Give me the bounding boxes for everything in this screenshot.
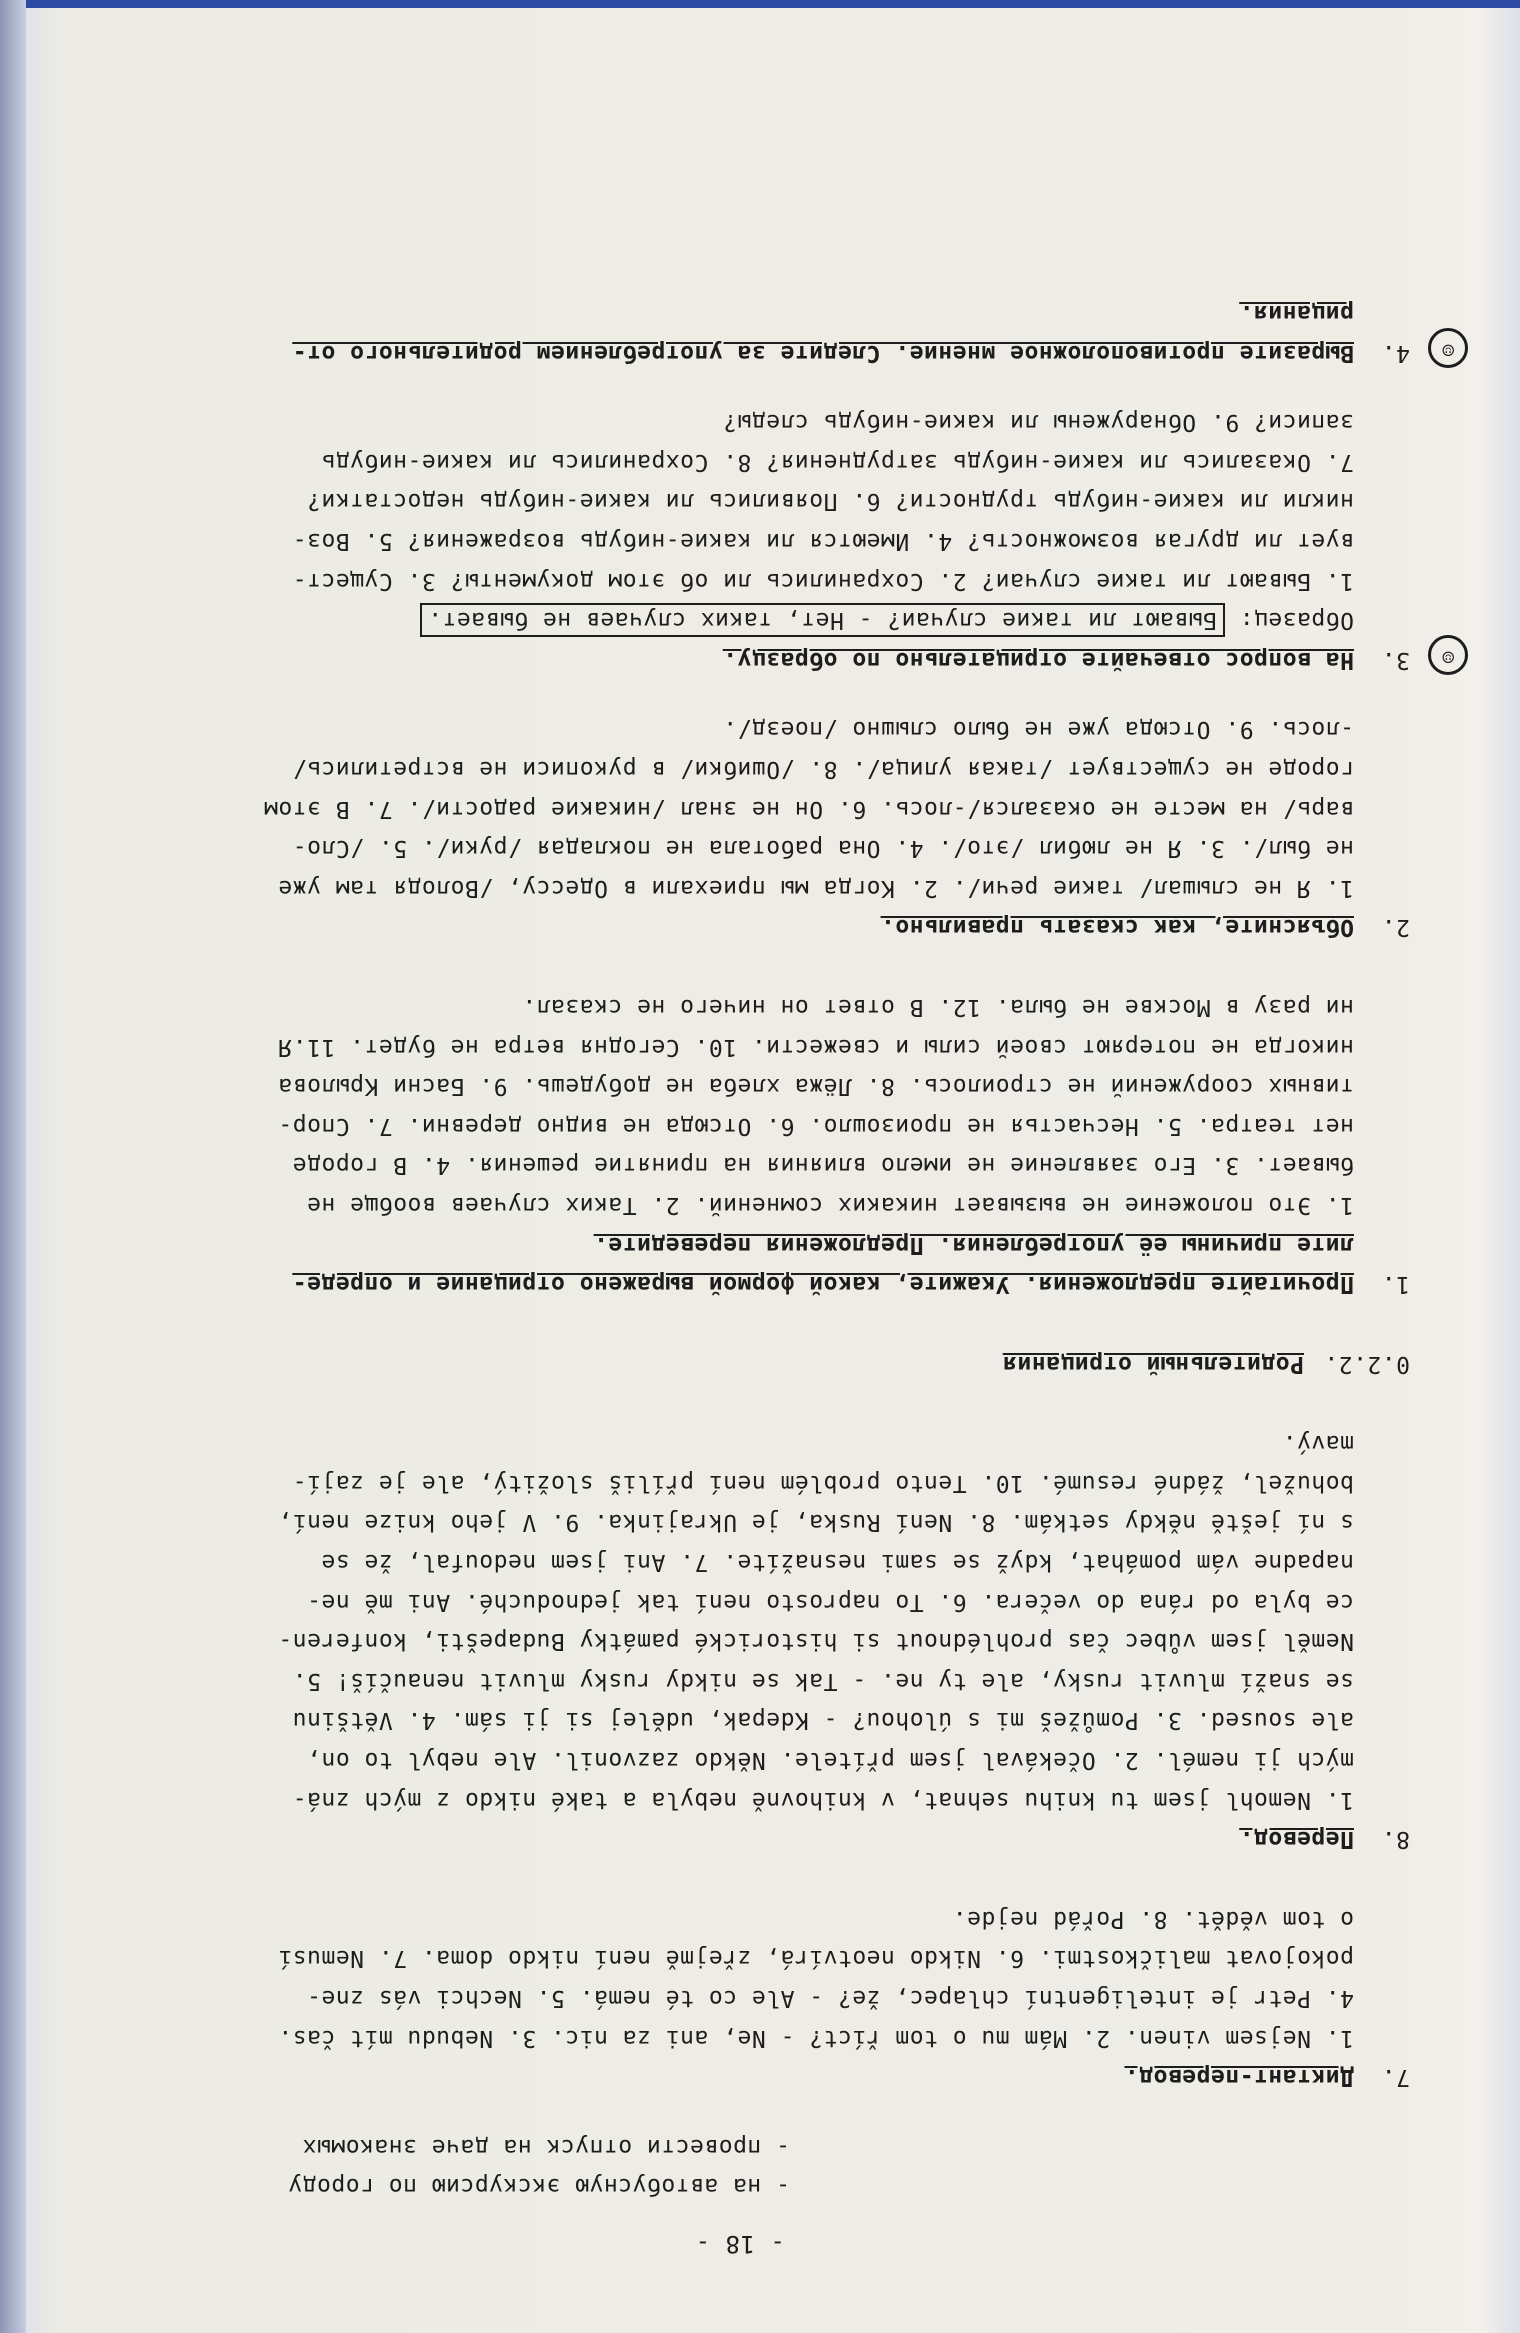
task-line-2: - провести отпуск на даче знакомых <box>302 2133 790 2160</box>
text-line: ни разу в Москве не была. 12. В ответ он ничего не сказал. <box>521 993 1354 1020</box>
text-line: o tom vědět. 8. Pořád nejde. <box>952 1905 1354 1932</box>
exercise-heading-line: рицания. <box>1239 300 1354 327</box>
text-line: 1. Это положение не вызывает никаких сомнений. 2. Таких случаев вообще не <box>306 1191 1354 1218</box>
text-line: нет театра. 5. Несчастья не произошло. 6. Отсюда не видно деревни. 7. Спор- <box>277 1112 1354 1139</box>
sample-label: Образец: <box>1239 607 1354 634</box>
text-line: pokojovat maličkostmi. 6. Nikdo neotvírá, zřejmě není nikdo doma. 7. Nemusí <box>277 1945 1354 1972</box>
exercise-heading-line: лите причины её употребления. Предложения переведите. <box>593 1231 1354 1258</box>
text-line: 7. Оказались ли какие-нибудь затруднения? 8. Сохранились ли какие-нибудь <box>321 448 1354 475</box>
smiley-icon: ☺ <box>1428 328 1468 368</box>
exercise-heading-line: Выразите противоположное мнение. Следите за употреблением родительного от- <box>292 339 1354 366</box>
smiley-icon: ☺ <box>1428 635 1468 675</box>
text-line: 1. Nemohl jsem tu knihu sehnat, v knihovně nebyla a také nikdo z mých zná- <box>292 1786 1354 1813</box>
page-number: - 18 - <box>695 2230 785 2258</box>
text-line: никогда не потеряют своей силы и свежести. 10. Сегодня ветра не будет. 11.Я <box>277 1033 1354 1060</box>
text-line: s ní ještě někdy setkám. 8. Není Ruska, je Ukrajinka. 9. V jeho knize není, <box>277 1509 1354 1536</box>
text-line: mavý. <box>1282 1430 1354 1457</box>
exercise-number: 7. <box>1381 2064 1410 2091</box>
text-line: napadne vám pomáhat, když se sami nesnažíte. 7. Ani jsem nedoufal, že se <box>321 1549 1354 1576</box>
exercise-heading-line: Прочитайте предложения. Укажите, какой формой выражено отрицание и опреде- <box>292 1271 1354 1298</box>
exercise-4 <box>70 292 1455 371</box>
sample-row <box>70 600 1354 640</box>
text-line: 1. Бывают ли такие случаи? 2. Сохранились ли об этом документы? 3. Сущест- <box>292 567 1354 594</box>
text-line: -лось. 9. Отсюда уже не было слышно /поезд/. <box>722 716 1354 743</box>
text-line: вует ли другая возможность? 4. Имеются ли какие-нибудь возражения? 5. Воз- <box>292 528 1354 555</box>
exercise-2 <box>70 709 1410 947</box>
text-line: записи? 9. Обнаружены ли какие-нибудь следы? <box>722 409 1354 436</box>
exercise-heading: Объясните, как сказать правильно. <box>880 914 1354 941</box>
text-line: бывает. 3. Его заявление не имело влияния на принятие решения. 4. В городе <box>292 1152 1354 1179</box>
document-page-rotated <box>40 0 1480 2333</box>
text-line: не был/. 3. Я не любил /это/. 4. Она работала не покладая /руки/. 5. /Сло- <box>292 835 1354 862</box>
exercise-number: 1. <box>1381 1271 1410 1298</box>
text-line: варь/ на месте не оказался/-лось. 6. Он не знал /никакие радости/. 7. В этом <box>263 795 1354 822</box>
binding-shadow <box>0 0 26 2333</box>
exercise-1 <box>70 986 1410 1303</box>
task-line-1: - на автобусную экскурсию по городу <box>287 2173 790 2200</box>
text-line: 4. Petr je inteligentní chlapec, že? - Ale co té nemá. 5. Nechci vás zne- <box>306 1985 1354 2012</box>
exercise-number: 2. <box>1381 914 1410 941</box>
text-line: ce byla od rána do večera. 6. To naprosto není tak jednoduché. Ani mě ne- <box>306 1588 1354 1615</box>
exercise-heading: Перевод. <box>1239 1826 1354 1853</box>
exercise-7 <box>70 1898 1410 2096</box>
exercise-number: 4. <box>1381 339 1410 366</box>
text-line: ale soused. 3. Pomůžeš mi s úlohou? - Kdepak, udělej si ji sám. 4. Většinu <box>292 1707 1354 1734</box>
section-number: 0.2.2. <box>1323 1350 1410 1377</box>
text-line: городе не существует /такая улица/. 8. /Ошибки/ в рукописи не встретились/ <box>292 756 1354 782</box>
text-line: se snaží mluvit rusky, ale ty ne. - Tak se nikdy rusky mluvit nenaučíš! 5. <box>292 1667 1354 1694</box>
section-title: Родительный отрицания <box>1002 1350 1304 1377</box>
text-line: 1. Я не слышал/ такие речи/. 2. Когда мы приехали в Одессу, /Володя там уже <box>277 874 1354 901</box>
page-content <box>70 292 1455 2263</box>
section-heading <box>70 1343 1410 1383</box>
text-line: Neměl jsem vůbec čas prohlédnout si historické památky Budapešti, konferen- <box>277 1628 1354 1655</box>
text-line: mých ji nemél. 2. Očekával jsem přítele. Někdo zazvonil. Ale nebyl to on, <box>306 1747 1354 1774</box>
exercise-number: 8. <box>1381 1826 1410 1853</box>
text-line: тивных сооружений не строилось. 8. Лёжа хлеба не добудешь. 9. Басни Крылова <box>277 1073 1354 1100</box>
sample-box: Бывают ли такие случаи? - Нет, таких случаев не бывает. <box>420 603 1225 637</box>
exercise-8 <box>70 1423 1410 1859</box>
exercise-3 <box>70 402 1455 679</box>
exercise-heading: Диктант-перевод. <box>1124 2064 1354 2091</box>
exercise-heading: На вопрос отвечайте отрицательно по образцу. <box>722 646 1354 673</box>
text-line: никли ли какие-нибудь трудности? 6. Появились ли какие-нибудь недостатки? <box>306 488 1354 515</box>
text-line: 1. Nejsem vinen. 2. Mám mu o tom říct? - Ne, ani za nic. 3. Nebudu mít čas. <box>277 2024 1354 2051</box>
exercise-number: 3. <box>1381 646 1410 673</box>
text-line: bohužel, žádné resumé. 10. Tento problém není příliš složitý, ale je zají- <box>292 1469 1354 1496</box>
